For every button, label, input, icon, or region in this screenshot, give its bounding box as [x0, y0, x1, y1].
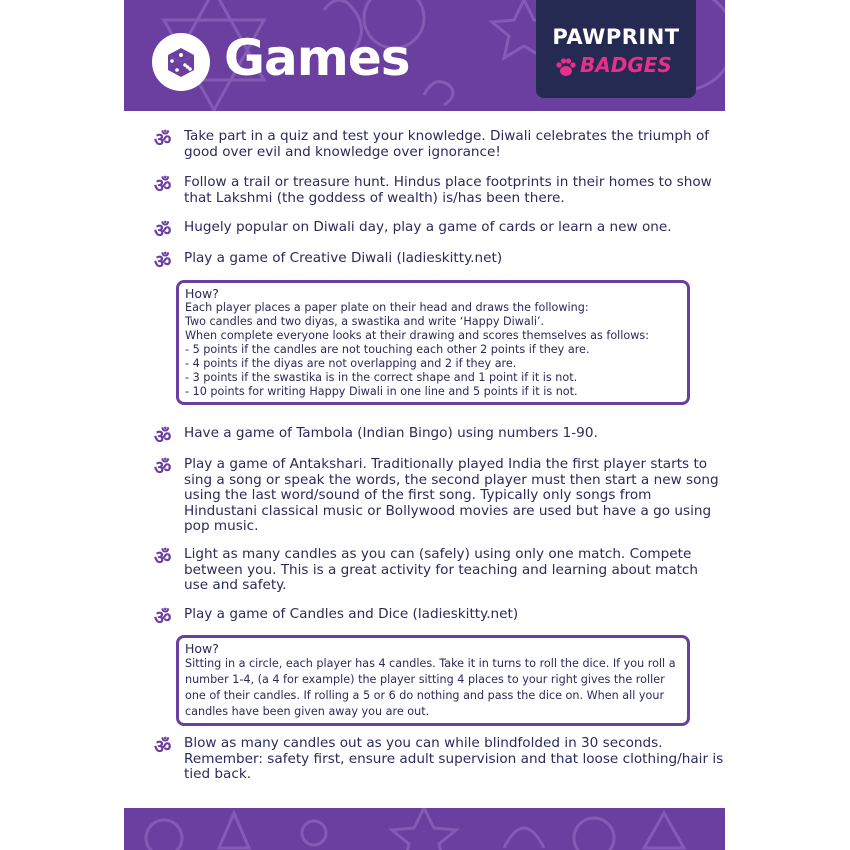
header-banner [124, 0, 725, 111]
box-line: - 3 points if the swastika is in the correct shape and 1 point if it is not. [185, 371, 578, 384]
footer-banner [124, 808, 725, 850]
om-symbol-icon: ॐ [154, 220, 172, 242]
page [124, 0, 725, 850]
box-line: Each player places a paper plate on their head and draws the following: [185, 301, 589, 314]
item-text: Light as many candles as you can (safely) using only one match. Compete between you. This is a great activity for teaching and learning about match use and safety. [184, 546, 699, 593]
item-text: Play a game of Creative Diwali (ladieskitty.net) [184, 250, 503, 266]
brand-bottom [554, 53, 684, 81]
item-text: Play a game of Antakshari. Traditionally played India the first player starts to sing a song or speak the words, the second player must then start a new song using the last word/sound of the first song. Typically only songs from Hindustani classical music or Bollywood movies are used but have a go using pop music. [184, 456, 719, 534]
om-symbol-icon: ॐ [154, 607, 172, 629]
brand-logo [536, 0, 696, 98]
paw-icon [554, 55, 578, 79]
box-line: When complete everyone looks at their drawing and scores themselves as follows: [185, 329, 649, 342]
item-text: Take part in a quiz and test your knowledge. Diwali celebrates the triumph of good over evil and knowledge over ignorance! [184, 128, 710, 160]
item-text: Follow a trail or treasure hunt. Hindus place footprints in their homes to show that Lakshmi (the goddess of wealth) is/has been there. [184, 174, 712, 206]
om-symbol-icon: ॐ [154, 547, 172, 569]
om-symbol-icon: ॐ [154, 251, 172, 273]
how-to-box-candles-dice [176, 635, 690, 726]
om-symbol-icon: ॐ [154, 457, 172, 479]
how-to-box-creative-diwali [176, 280, 690, 405]
item-text: Hugely popular on Diwali day, play a game of cards or learn a new one. [184, 219, 672, 235]
om-symbol-icon: ॐ [154, 175, 172, 197]
box-line: Two candles and two diyas, a swastika and write ‘Happy Diwali’. [185, 315, 545, 328]
brand-bottom-text: BADGES [580, 53, 672, 77]
box-title: How? [185, 286, 219, 301]
box-paragraph: Sitting in a circle, each player has 4 candles. Take it in turns to roll the dice. If you roll a number 1-4, (a 4 for example) the player sitting 4 places to your right gives the roller one of their candles. If rolling a 5 or 6 do nothing and pass the dice on. When all your candles have been given away you are out. [185, 657, 676, 718]
item-text: Play a game of Candles and Dice (ladieskitty.net) [184, 606, 519, 622]
page-title: Games [224, 29, 410, 87]
decorative-pattern [124, 808, 725, 850]
item-text: Blow as many candles out as you can while blindfolded in 30 seconds. Remember: safety first, ensure adult supervision and that loose clothing/hair is tied back. [184, 735, 724, 782]
om-symbol-icon: ॐ [154, 426, 172, 448]
box-line: - 5 points if the candles are not touching each other 2 points if they are. [185, 343, 590, 356]
item-text: Have a game of Tambola (Indian Bingo) using numbers 1-90. [184, 425, 598, 441]
box-line: - 4 points if the diyas are not overlapping and 2 if they are. [185, 357, 517, 370]
om-symbol-icon: ॐ [154, 736, 172, 758]
om-symbol-icon: ॐ [154, 129, 172, 151]
brand-top-text: PAWPRINT [552, 25, 680, 49]
box-line: - 10 points for writing Happy Diwali in one line and 5 points if it is not. [185, 385, 578, 398]
dice-icon [152, 33, 210, 91]
box-title: How? [185, 641, 219, 656]
